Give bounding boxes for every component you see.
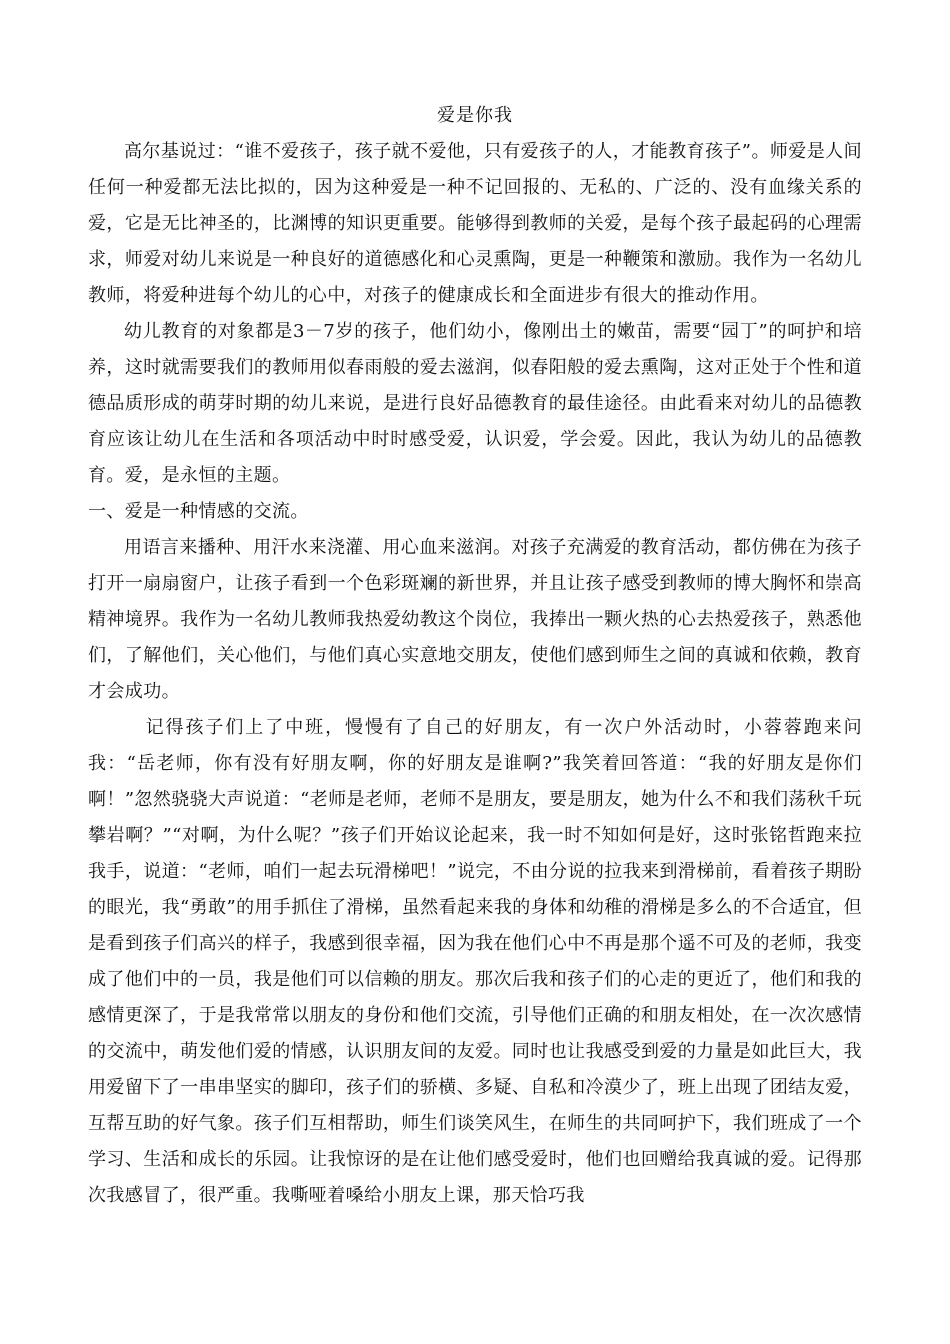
paragraph-story: 记得孩子们上了中班，慢慢有了自己的好朋友，有一次户外活动时，小蓉蓉跑来问我：“岳老师，你有没有好朋友啊，你的好朋友是谁啊?”我笑着回答道：“我的好朋友是你们啊！”忽然骁骁大声说道：“老师是老师，老师不是朋友，要是朋友，她为什么不和我们荡秋千玩攀岩啊？”“对啊，为什么呢？”孩子们开始议论起来，我一时不知如何是好，这时张铭哲跑来拉我手，说道：“老师，咱们一起去玩滑梯吧！”说完，不由分说的拉我来到滑梯前，看着孩子期盼的眼光，我“勇敢”的用手抓住了滑梯，虽然看起来我的身体和幼稚的滑梯是多么的不合适宜，但是看到孩子们高兴的样子，我感到很幸福，因为我在他们心中不再是那个遥不可及的老师，我变成了他们中的一员，我是他们可以信赖的朋友。那次后我和孩子们的心走的更近了，他们和我的感情更深了，于是我常常以朋友的身份和他们交流，引导他们正确的和朋友相处，在一次次感情的交流中，萌发他们爱的情感，认识朋友间的友爱。同时也让我感受到爱的力量是如此巨大，我用爱留下了一串串坚实的脚印，孩子们的骄横、多疑、自私和冷漠少了，班上出现了团结友爱，互帮互助的好气象。孩子们互相帮助，师生们谈笑风生，在师生的共同呵护下，我们班成了一个学习、生活和成长的乐园。让我惊讶的是在让他们感受爱时，他们也回赠给我真诚的爱。记得那次我感冒了，很严重。我嘶哑着嗓给小朋友上课，那天恰巧我 <box>88 717 862 1206</box>
paragraph-intro: 高尔基说过：“谁不爱孩子，孩子就不爱他，只有爱孩子的人，才能教育孩子”。师爱是人间任何一种爱都无法比拟的，因为这种爱是一种不记回报的、无私的、广泛的、没有血缘关系的爱，它是无比神圣的，比渊博的知识更重要。能够得到教师的关爱，是每个孩子最起码的心理需求，师爱对幼儿来说是一种良好的道德感化和心灵熏陶，更是一种鞭策和激励。我作为一名幼儿教师，将爱种进每个幼儿的心中，对孩子的健康成长和全面进步有很大的推动作用。 <box>88 141 862 306</box>
paragraph-early-education: 幼儿教育的对象都是3－7岁的孩子，他们幼小，像刚出土的嫩苗，需要“园丁”的呵护和培养，这时就需要我们的教师用似春雨般的爱去滋润，似春阳般的爱去熏陶，这对正处于个性和道德品质形成的萌芽时期的幼儿来说，是进行良好品德教育的最佳途径。由此看来对幼儿的品德教育应该让幼儿在生活和各项活动中时时感受爱，认识爱，学会爱。因此，我认为幼儿的品德教育。爱，是永恒的主题。 <box>88 321 862 486</box>
paragraph-emotional-exchange: 用语言来播种、用汗水来浇灌、用心血来滋润。对孩子充满爱的教育活动，都仿佛在为孩子打开一扇扇窗户，让孩子看到一个色彩斑斓的新世界，并且让孩子感受到教师的博大胸怀和崇高精神境界。我作为一名幼儿教师我热爱幼教这个岗位，我捧出一颗火热的心去热爱孩子，熟悉他们，了解他们，关心他们，与他们真心实意地交朋友，使他们感到师生之间的真诚和依赖，教育才会成功。 <box>88 537 862 702</box>
document-body <box>88 134 862 1214</box>
section-heading: 一、爱是一种情感的交流。 <box>88 501 309 522</box>
document-title: 爱是你我 <box>437 105 513 126</box>
